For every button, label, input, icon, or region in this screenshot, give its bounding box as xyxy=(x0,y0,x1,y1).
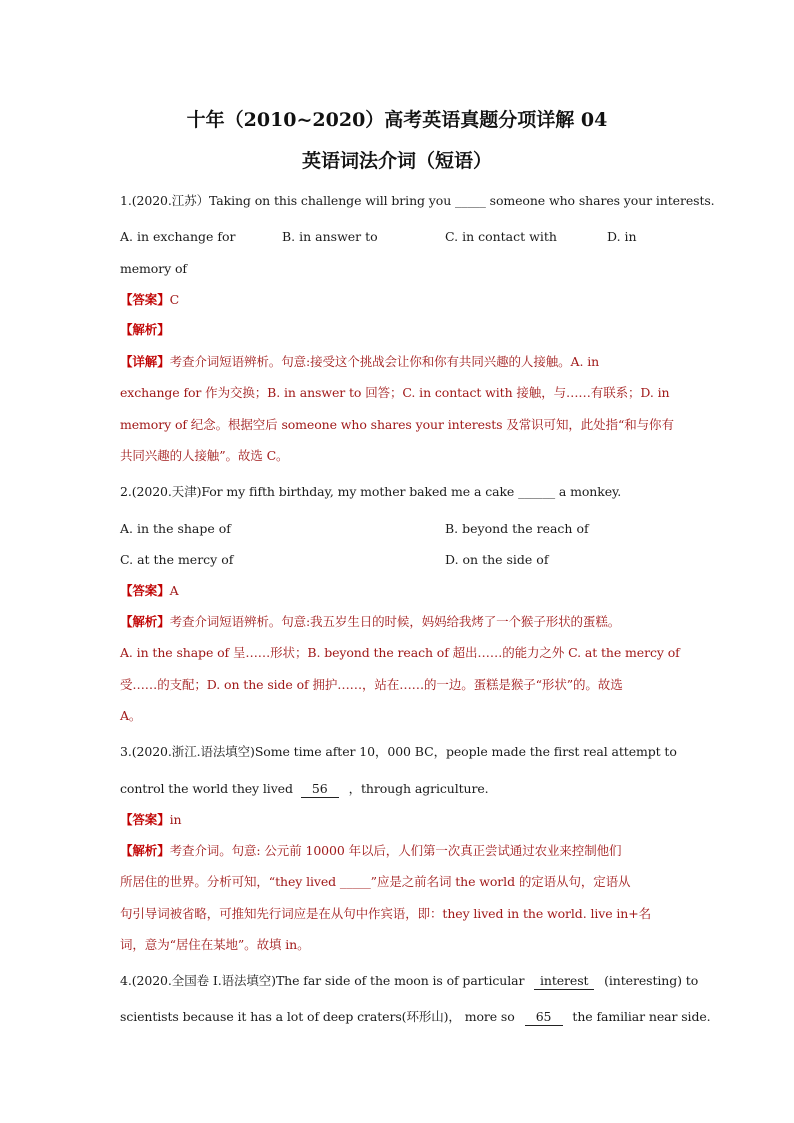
q1-detail-line-3: memory of 纪念。根据空后 someone who shares your interests 及常识可知，此处指“和与你有 xyxy=(120,417,674,432)
answer-label: 【答案】 xyxy=(120,292,170,307)
q1-stem: 1.(2020.江苏）Taking on this challenge will bring you _____ someone who shares your interests. xyxy=(120,193,715,208)
q2-analysis-line-4: A。 xyxy=(120,708,142,723)
q2-analysis-line-1: 【解析】考查介词短语辨析。句意:我五岁生日的时候，妈妈给我烤了一个猴子形状的蛋糕。 xyxy=(120,614,621,629)
q3-answer-value: in xyxy=(169,812,182,827)
answer-label: 【答案】 xyxy=(120,812,170,827)
q1-analysis-heading xyxy=(120,322,680,338)
q3-analysis-line-4: 词，意为“居住在某地”。故填 in。 xyxy=(120,937,310,952)
q1-answer-value: C xyxy=(169,292,180,307)
analysis-label: 【解析】 xyxy=(120,322,170,337)
analysis-label: 【解析】 xyxy=(120,614,170,629)
q1-option-b: B. in answer to xyxy=(282,229,378,244)
q1-option-d: D. in xyxy=(607,229,637,244)
q2-answer-value: A xyxy=(169,583,179,598)
q1-detail-line-2: exchange for 作为交换；B. in answer to 回答；C. in contact with 接触，与……有联系；D. in xyxy=(120,385,670,400)
q4-blank-1: interest xyxy=(534,973,594,990)
q2-analysis-line-3: 受……的支配；D. on the side of 拥护……，站在……的一边。蛋糕是猴子“形状”的。故选 xyxy=(120,677,623,692)
q3-analysis-line-1: 【解析】考查介词。句意: 公元前 10000 年以后，人们第一次真正尝试通过农业来控制他们 xyxy=(120,843,622,858)
detail-label: 【详解】 xyxy=(120,354,170,369)
q1-option-d-continued: memory of xyxy=(120,261,187,276)
q3-blank: 56 xyxy=(301,781,339,798)
q2-option-c: C. at the mercy of xyxy=(120,552,234,567)
q1-answer xyxy=(120,292,680,308)
q1-detail-line-4: 共同兴趣的人接触”。故选 C。 xyxy=(120,448,289,463)
q3-analysis-line-3: 句引导词被省略，可推知先行词应是在从句中作宾语，即：they lived in the world. live in+名 xyxy=(120,906,652,921)
document-subtitle: 英语词法介词（短语） xyxy=(301,150,492,172)
q3-analysis-line-2: 所居住的世界。分析可知，“they lived _____”应是之前名词 the world 的定语从句，定语从 xyxy=(120,874,631,889)
analysis-label: 【解析】 xyxy=(120,843,170,858)
answer-label: 【答案】 xyxy=(120,583,170,598)
q2-option-a: A. in the shape of xyxy=(120,521,231,536)
document-title: 十年（2010~2020）高考英语真题分项详解 04 xyxy=(186,109,608,131)
q3-answer xyxy=(120,812,680,828)
q1-option-a: A. in exchange for xyxy=(120,229,236,244)
q2-stem: 2.(2020.天津)For my fifth birthday, my mother baked me a cake ______ a monkey. xyxy=(120,484,622,499)
q2-option-b: B. beyond the reach of xyxy=(445,521,589,536)
q2-option-d: D. on the side of xyxy=(445,552,549,567)
q2-answer xyxy=(120,583,680,599)
q4-blank-2: 65 xyxy=(525,1009,563,1026)
q4-line-2: scientists because it has a lot of deep craters(环形山)， more so 65 the familiar near side. xyxy=(120,1009,711,1024)
q3-stem-line-2: control the world they lived 56 ，through agriculture. xyxy=(120,781,489,796)
q2-analysis-line-2: A. in the shape of 呈……形状；B. beyond the reach of 超出……的能力之外 C. at the mercy of xyxy=(120,645,680,660)
q1-option-c: C. in contact with xyxy=(445,229,557,244)
q3-stem-line-1: 3.(2020.浙江.语法填空)Some time after 10，000 BC，people made the first real attempt to xyxy=(120,744,677,759)
q4-line-1: 4.(2020.全国卷 I.语法填空)The far side of the moon is of particular interest (interesting) to xyxy=(120,973,699,988)
q1-detail-line-1: 【详解】考查介词短语辨析。句意:接受这个挑战会让你和你有共同兴趣的人接触。A. in xyxy=(120,354,600,369)
